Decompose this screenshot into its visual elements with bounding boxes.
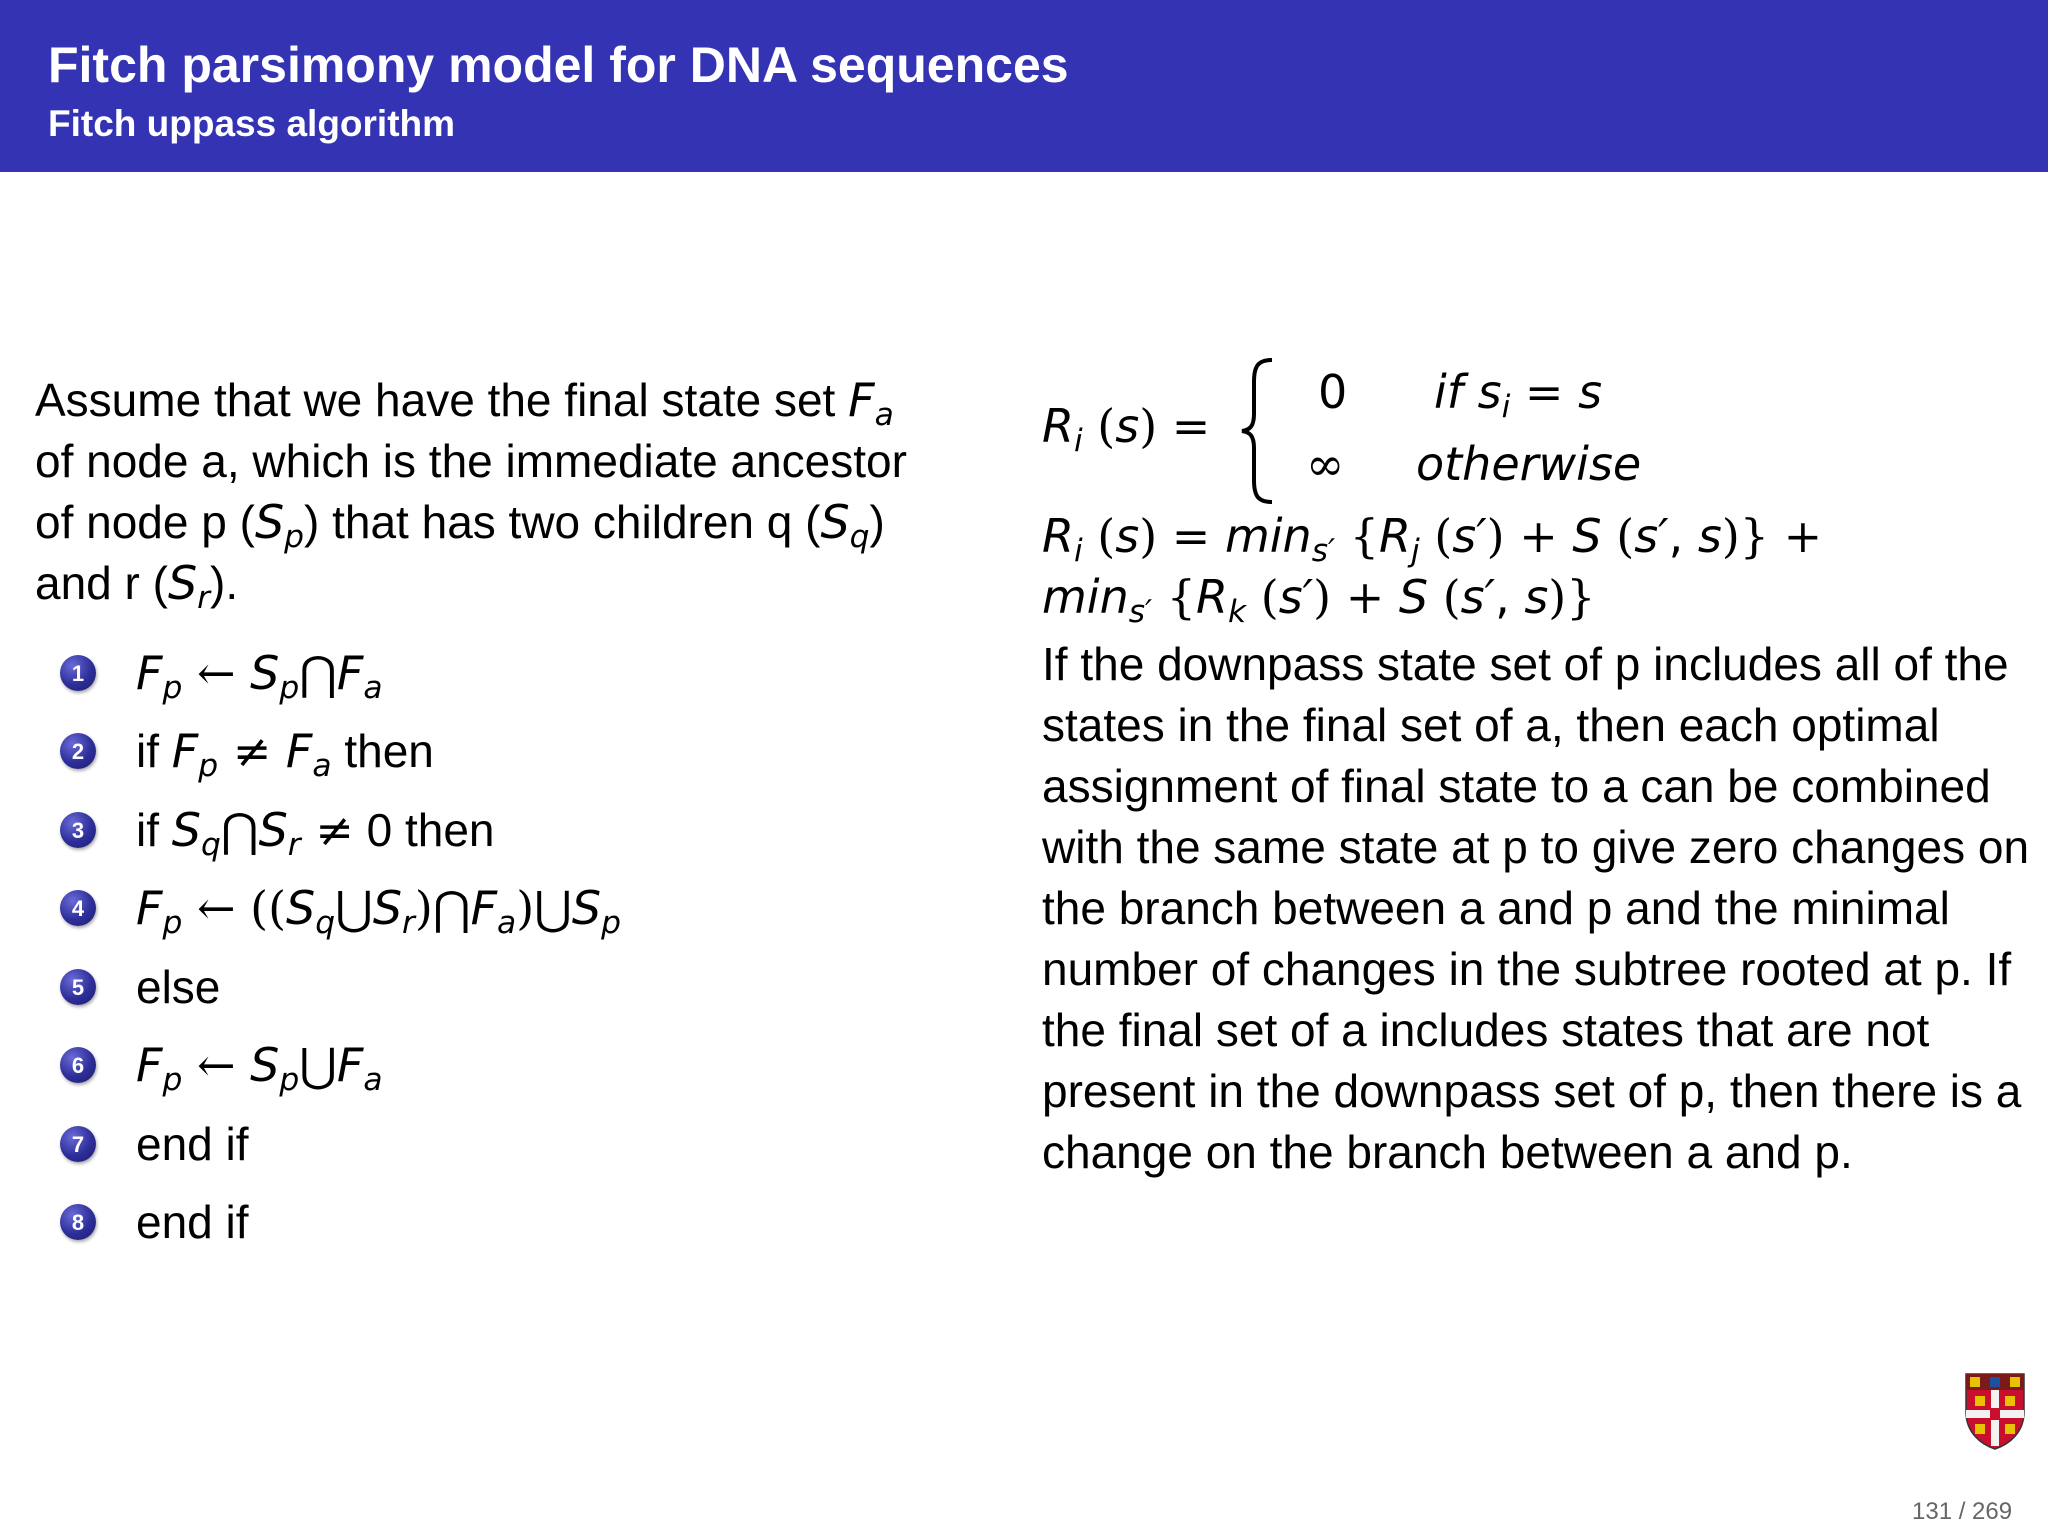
algorithm-step: 8 end if	[60, 1187, 1020, 1257]
step-number-badge: 8	[60, 1204, 96, 1240]
algorithm-step: 5 else	[60, 952, 1020, 1022]
algorithm-step: 6 $F_p$ ← $S_p⋃F_a$	[60, 1030, 1020, 1100]
step-number-badge: 5	[60, 969, 96, 1005]
left-column	[35, 370, 1010, 1248]
step-number-badge: 2	[60, 733, 96, 769]
slide-header	[0, 0, 2048, 172]
algorithm-step: 1 $F_p$ ← $S_p⋂F_a$	[60, 638, 1020, 708]
algorithm-step: 4 $F_p$ ← $((S_q⋃S_r)⋂F_a)⋃S_p$	[60, 873, 1020, 943]
recursion-equation-line2: $\min_{s'} \{R_k$ (s′) + S (s′, s)}	[1042, 570, 1596, 630]
algorithm-step: 7 end if	[60, 1109, 1020, 1179]
step-number-badge: 3	[60, 812, 96, 848]
explanation-paragraph: If the downpass state set of p includes all of the states in the final set of a, then each optimal assignment of final state to a can be combined with the same state at p to give zero changes on the branch between a and p and the minimal number of changes in the subtree rooted at p. If the final set of a includes states that are not present in the downpass set of p, then there is a change on the branch between a and p.	[1042, 638, 2030, 1178]
slide-title: Fitch parsimony model for DNA sequences	[48, 37, 1069, 93]
left-brace-icon	[1238, 356, 1278, 506]
right-column	[1042, 356, 2032, 1183]
intro-paragraph: Assume that we have the final state set $F_a$ of node a, which is the immediate ancestor of node p $(S_p)$ that has two children q $(S_q)$ and r $(S_r)$.	[35, 373, 907, 616]
step-number-badge: 6	[60, 1047, 96, 1083]
piecewise-equation: $R_i$ (s) = 0 if $s_i = s$ ∞ otherwise	[1042, 356, 2032, 506]
step-number-badge: 1	[60, 655, 96, 691]
step-number-badge: 7	[60, 1126, 96, 1162]
university-crest-icon	[1964, 1372, 2026, 1450]
step-number-badge: 4	[60, 890, 96, 926]
algorithm-step: 3 if $S_q⋂S_r$ ≠ 0 then	[60, 795, 1020, 865]
algorithm-step: 2 if $F_p \ne F_a$ then	[60, 716, 1020, 786]
recursion-equation-line1: $R_i$ $(s) = \min_{s'} \{R_j$ (s′) + S (s′, s)} +	[1042, 509, 1823, 569]
slide-subtitle: Fitch uppass algorithm	[48, 103, 456, 144]
page-number: 131 / 269	[1912, 1498, 2013, 1525]
